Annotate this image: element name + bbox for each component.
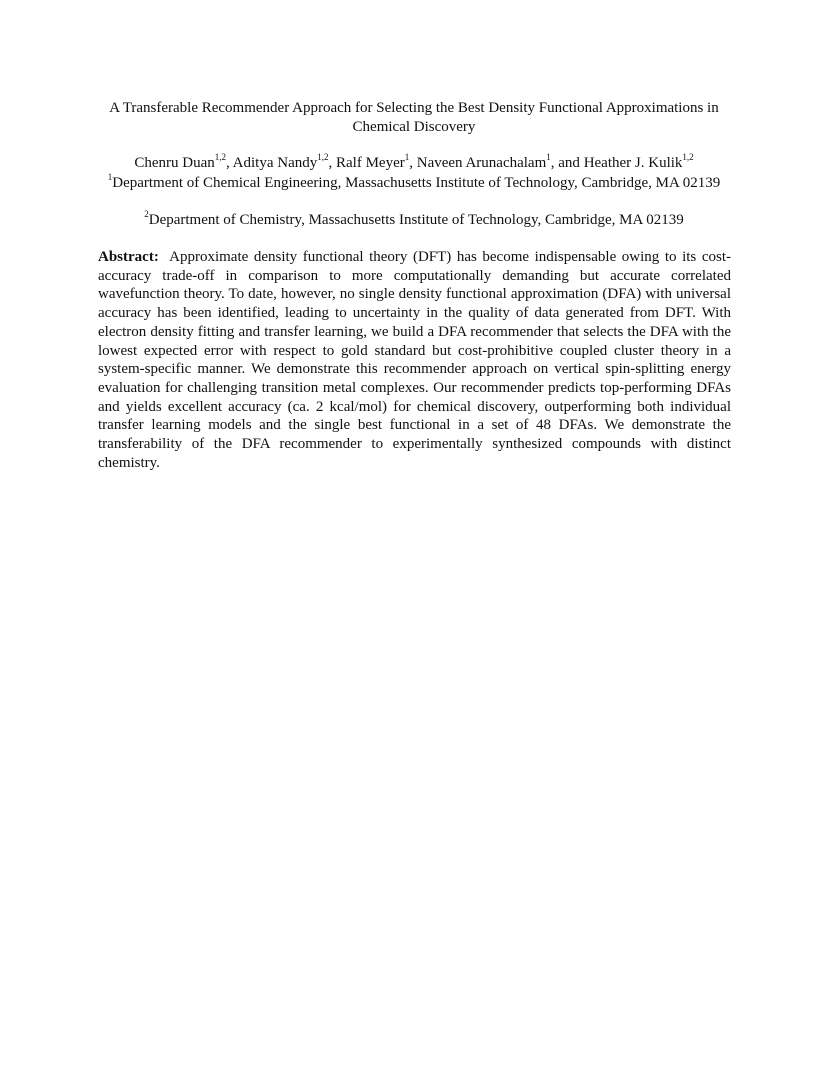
author-affiliation-marker: 1 [546, 152, 551, 162]
affiliation-text: Department of Chemistry, Massachusetts Institute of Technology, Cambridge, MA 02139 [148, 212, 684, 228]
author-separator: , [225, 155, 233, 171]
author-affiliation-marker: 1,2 [682, 152, 694, 162]
author-affiliation-marker: 1 [404, 152, 410, 162]
paper-title: A Transferable Recommender Approach for Selecting the Best Density Functional Approximations in Chemical Discovery [109, 100, 719, 135]
author-name: Naveen Arunachalam [416, 155, 547, 171]
author-name: Ralf Meyer [336, 155, 405, 171]
abstract [98, 248, 731, 472]
author-separator: , [328, 155, 336, 171]
abstract-body: Approximate density functional theory (DFT) has become indispensable owing to its cost-accuracy trade-off in comparison to more computationally demanding but accurate correlated wavefunction theory. To date, however, no single density functional approximation (DFA) with universal accuracy has been identified, leading to uncertainty in the quality of data generated from DFT. With electron density fitting and transfer learning, we build a DFA recommender that selects the DFA with the lowest expected error with respect to gold standard but cost-prohibitive coupled cluster theory in a system-specific manner. We demonstrate this recommender approach on vertical spin-splitting energy evaluation for challenging transition metal complexes. Our recommender predicts top-performing DFAs and yields excellent accuracy (ca. 2 kcal/mol) for chemical discovery, outperforming both individual transfer learning models and the single best functional in a set of 48 DFAs. We demonstrate the transferability of the DFA recommender to experimentally synthesized compounds with distinct chemistry. [98, 249, 731, 471]
author-affiliation-marker: 1,2 [214, 152, 226, 162]
affiliation-text: Department of Chemical Engineering, Massachusetts Institute of Technology, Cambridge, MA 02139 [112, 175, 721, 191]
affiliation-1 [98, 174, 730, 193]
author-separator: , [409, 155, 417, 171]
author-affiliation-marker: 1,2 [317, 152, 329, 162]
affiliation-marker: 1 [107, 172, 113, 182]
abstract-label: Abstract: [98, 249, 159, 265]
author-name: Aditya Nandy [232, 155, 318, 171]
author-list [98, 154, 730, 173]
author-name: Chenru Duan [134, 155, 215, 171]
author-name: Heather J. Kulik [583, 155, 683, 171]
author-separator: , and [550, 155, 584, 171]
affiliation-2 [98, 211, 730, 230]
affiliation-marker: 2 [144, 209, 149, 219]
